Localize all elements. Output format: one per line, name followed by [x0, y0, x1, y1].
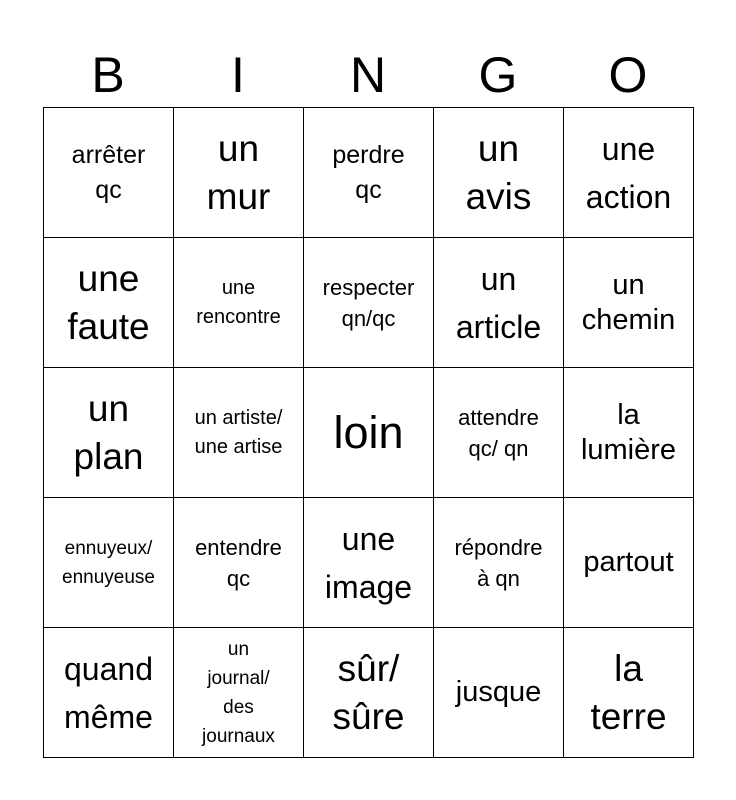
bingo-cell[interactable]	[564, 498, 694, 628]
bingo-cell[interactable]	[44, 368, 174, 498]
cell-text: une rencontre	[196, 276, 281, 328]
bingo-cell[interactable]	[44, 498, 174, 628]
cell-text: perdre qc	[332, 140, 405, 204]
cell-text: entendre qc	[195, 534, 282, 591]
cell-text: partout	[583, 546, 674, 578]
cell-text: une image	[324, 520, 413, 605]
cell-text: un plan	[73, 387, 144, 477]
board-row	[44, 368, 694, 498]
bingo-cell[interactable]	[174, 238, 304, 368]
bingo-cell[interactable]	[434, 108, 564, 238]
bingo-cell[interactable]	[174, 108, 304, 238]
bingo-cell[interactable]	[434, 498, 564, 628]
bingo-board	[43, 107, 694, 758]
cell-text: la terre	[590, 647, 667, 737]
cell-text: un article	[455, 260, 542, 345]
header-letter-o: O	[608, 47, 648, 103]
cell-text: quand même	[64, 650, 153, 735]
cell-text: répondre à qn	[454, 534, 543, 591]
bingo-cell[interactable]	[564, 368, 694, 498]
cell-text: un artiste/ une artise	[194, 406, 283, 458]
cell-text: un chemin	[581, 268, 676, 336]
cell-text: loin	[333, 406, 404, 458]
bingo-cell[interactable]	[564, 628, 694, 758]
cell-text: la lumière	[580, 398, 677, 466]
bingo-cell[interactable]	[174, 368, 304, 498]
bingo-cell[interactable]	[174, 498, 304, 628]
header-letter-i: I	[231, 47, 245, 103]
bingo-cell[interactable]	[564, 238, 694, 368]
cell-text: une faute	[67, 257, 150, 347]
bingo-cell[interactable]	[44, 108, 174, 238]
header-letter-n: N	[349, 47, 387, 103]
cell-text: attendre qc/ qn	[458, 404, 539, 461]
board-row	[44, 238, 694, 368]
header-letter-b: B	[91, 47, 125, 103]
cell-text: ennuyeux/ ennuyeuse	[62, 537, 155, 588]
bingo-cell[interactable]	[44, 628, 174, 758]
cell-text: une action	[585, 130, 672, 215]
bingo-cell[interactable]	[434, 368, 564, 498]
board-row	[44, 628, 694, 758]
bingo-cell[interactable]	[434, 628, 564, 758]
bingo-cell[interactable]	[304, 368, 434, 498]
cell-text: arrêter qc	[71, 140, 146, 204]
bingo-cell[interactable]	[174, 628, 304, 758]
header-letter-g: G	[478, 47, 518, 103]
bingo-cell[interactable]	[44, 238, 174, 368]
cell-text: un avis	[465, 127, 532, 217]
board-row	[44, 108, 694, 238]
board-row	[44, 498, 694, 628]
cell-text: un mur	[206, 127, 271, 217]
bingo-cell[interactable]	[564, 108, 694, 238]
bingo-cell[interactable]	[434, 238, 564, 368]
bingo-header	[43, 46, 693, 108]
cell-text: jusque	[455, 676, 542, 708]
bingo-cell[interactable]	[304, 238, 434, 368]
bingo-cell[interactable]	[304, 628, 434, 758]
cell-text: un journal/ des journaux	[202, 638, 275, 747]
cell-text: respecter qn/qc	[322, 274, 415, 331]
bingo-cell[interactable]	[304, 108, 434, 238]
bingo-cell[interactable]	[304, 498, 434, 628]
cell-text: sûr/ sûre	[332, 647, 405, 737]
